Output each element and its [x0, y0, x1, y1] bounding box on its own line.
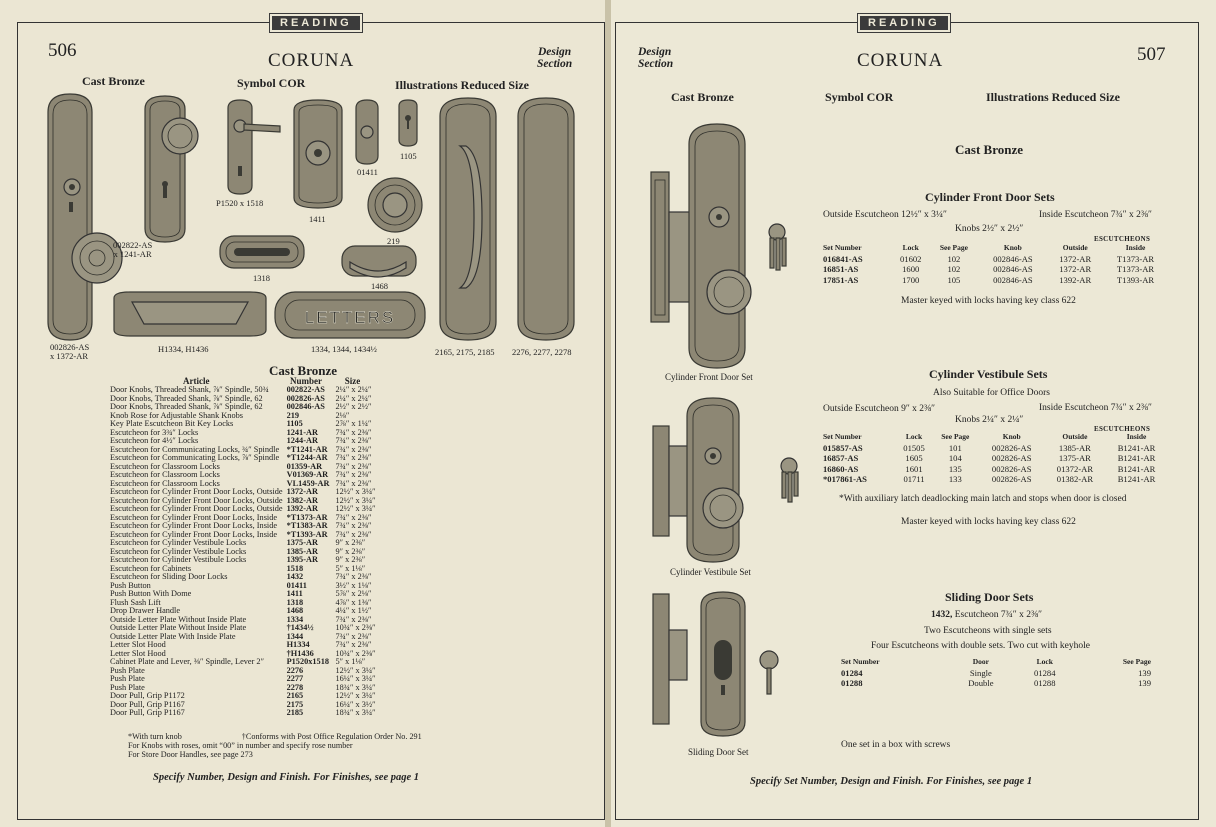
article-size: 7¾″ x 2⅜″: [335, 470, 372, 479]
article-number: H1334: [286, 640, 310, 649]
caption-2276: 2276, 2277, 2278: [512, 347, 572, 357]
page-number: 506: [48, 40, 77, 61]
article-size: 12½″ x 3¼″: [335, 665, 376, 675]
article-number: 1411: [286, 589, 303, 598]
article-size: 10¾″ x 2⅜″: [335, 648, 376, 658]
header-symbol: Symbol COR: [237, 76, 306, 90]
caption-1468: 1468: [371, 281, 388, 291]
article-number: *T1393-AR: [286, 529, 328, 539]
article-number: *T1383-AR: [286, 521, 328, 530]
sliding-sets-table: [841, 657, 1151, 689]
set-cell: 101: [948, 442, 962, 453]
design-section-label: Design Section: [638, 46, 674, 70]
article-name: Escutcheon for Cylinder Front Door Locks, Inside: [110, 529, 278, 539]
note-turn-knob: *With turn knob: [128, 732, 182, 741]
set-row: [823, 275, 1168, 286]
article-size: 2¼″ x 2¼″: [335, 385, 372, 394]
article-row: [110, 709, 376, 718]
front-inside-escutcheon: Inside Escutcheon 7¾″ x 2⅜″: [1039, 210, 1152, 220]
set-cell: 01505: [903, 442, 925, 453]
article-size: 7¾″ x 2⅜″: [335, 461, 372, 471]
set-col-header: Knob: [1003, 243, 1022, 252]
article-name: Escutcheon for Cylinder Front Door Locks, Outside: [110, 487, 283, 496]
article-name: Escutcheon for Sliding Door Locks: [110, 572, 228, 581]
design-section-label: Design Section: [537, 46, 573, 70]
set-cell: 01284: [841, 667, 863, 678]
article-number: 002822-AS: [286, 385, 325, 394]
article-name: Door Knobs, Threaded Shank, ⅞″ Spindle, 50¾: [110, 385, 269, 394]
front-door-set-illustration: [649, 122, 799, 372]
header-material: Cast Bronze: [82, 74, 145, 88]
article-name: Cabinet Plate and Lever, ⅜″ Spindle, Lever 2″: [110, 657, 265, 666]
article-number: 1375-AR: [286, 538, 318, 547]
note-roses: For Knobs with roses, omit “00” in number and specify rose number: [128, 741, 353, 750]
article-name: Letter Slot Hood: [110, 648, 166, 658]
set-col-header: See Page: [1122, 657, 1151, 666]
article-size: 7¾″ x 2⅜″: [335, 640, 372, 649]
article-size: 7¾″ x 2⅜″: [335, 444, 372, 454]
caption-002826: 002826-AS x 1372-AR: [50, 342, 90, 361]
page-title: CORUNA: [268, 50, 355, 71]
article-number: 2175: [286, 699, 304, 709]
header-illustrations: Illustrations Reduced Size: [986, 90, 1121, 104]
key-plate-illustration: [396, 98, 422, 148]
left-page: [0, 0, 605, 827]
article-name: Door Pull, Grip P1167: [110, 708, 185, 717]
article-size: 7¾″ x 2⅜″: [335, 453, 372, 462]
page-footer: Specify Set Number, Design and Finish. For Finishes, see page 1: [750, 776, 1033, 787]
sliding-escutcheon: 1432, Escutcheon 7¾″ x 2⅜″: [931, 610, 1043, 620]
set-col-header: See Page: [939, 243, 968, 252]
set-cell: T1373-AR: [1116, 253, 1155, 264]
article-number: 002826-AS: [286, 393, 325, 403]
article-size: 7¾″ x 2⅜″: [335, 614, 372, 624]
set-cell: 002846-AS: [993, 264, 1033, 274]
set-col-header: Set Number: [841, 657, 880, 666]
article-name: Escutcheon for Classroom Locks: [110, 461, 220, 471]
caption-1334: 1334, 1344, 1434½: [311, 344, 377, 354]
article-number: 01359-AR: [286, 461, 323, 471]
article-number: *T1373-AR: [286, 512, 328, 522]
set-cell: 16851-AS: [823, 264, 859, 274]
set-cell: 002826-AS: [991, 442, 1032, 453]
col-article: Article: [183, 376, 210, 386]
vestibule-sets-title: Cylinder Vestibule Sets: [929, 367, 1048, 381]
set-cell: 1372-AR: [1059, 264, 1092, 274]
set-row: [841, 678, 1151, 689]
article-size: 9″ x 2⅜″: [335, 538, 366, 547]
set-cell: B1241-AR: [1117, 463, 1156, 474]
set-cell: 002846-AS: [993, 274, 1033, 285]
sash-lift-illustration: [218, 234, 308, 272]
letters-text: LETTERS: [304, 308, 396, 327]
article-name: Door Pull, Grip P1172: [110, 691, 185, 700]
set-cell: Single: [969, 667, 992, 678]
set-cell: 002846-AS: [993, 253, 1033, 264]
page-title: CORUNA: [857, 50, 944, 71]
article-size: 9″ x 2⅜″: [335, 546, 366, 556]
note-store-door: For Store Door Handles, see page 273: [128, 750, 253, 759]
article-name: Outside Letter Plate With Inside Plate: [110, 631, 236, 641]
article-size: 7¾″ x 2⅜″: [335, 478, 372, 488]
long-escutcheon-illustration: [40, 92, 100, 342]
article-size: 5″ x 1⅛″: [335, 657, 366, 666]
set-cell: 17851-AS: [823, 274, 859, 285]
article-size: 7¾″ x 2⅜″: [335, 521, 372, 530]
front-outside-escutcheon: Outside Escutcheon 12½″ x 3¼″: [823, 210, 948, 220]
set-cell: 002826-AS: [991, 463, 1032, 474]
set-row: [841, 668, 1151, 679]
set-cell: 015857-AS: [823, 442, 863, 453]
article-number: †1434½: [286, 623, 314, 632]
set-cell: 01711: [903, 474, 925, 484]
set-cell: 1385-AR: [1058, 442, 1091, 453]
brand-banner: READING: [270, 14, 362, 32]
article-number: 1244-AR: [286, 436, 318, 445]
set-cell: 1605: [905, 453, 923, 463]
set-cell: Double: [968, 678, 994, 688]
header-symbol: Symbol COR: [825, 90, 894, 104]
article-number: 1518: [286, 563, 304, 573]
vestibule-master-keyed: Master keyed with locks having key class 622: [901, 517, 1076, 527]
set-col-header: Knob: [1002, 432, 1021, 441]
set-cell: 1392-AR: [1059, 274, 1092, 285]
page-number: 507: [1137, 44, 1166, 65]
article-name: Escutcheon for Communicating Locks, ⅞″ Spindle: [110, 453, 280, 462]
article-number: 002846-AS: [286, 402, 325, 411]
article-name: Escutcheon for Cylinder Vestibule Locks: [110, 538, 247, 547]
vestibule-outside-escutcheon: Outside Escutcheon 9″ x 2⅜″: [823, 404, 936, 414]
article-size: 5″ x 1⅛″: [335, 563, 366, 573]
letter-slot-hood-illustration: [110, 290, 270, 340]
set-cell: 133: [948, 474, 962, 484]
caption-1105: 1105: [400, 151, 417, 161]
sliding-set-illustration: [651, 590, 791, 740]
article-size: 5⅞″ x 2⅛″: [335, 589, 372, 598]
article-number: 1241-AR: [286, 427, 318, 437]
article-number: †H1436: [286, 648, 314, 658]
set-cell: B1241-AR: [1117, 474, 1156, 484]
article-name: Escutcheon for Cylinder Front Door Locks, Inside: [110, 512, 278, 522]
article-size: 9″ x 2⅜″: [335, 555, 366, 564]
article-name: Escutcheon for 4½″ Locks: [110, 436, 199, 445]
footnotes: [128, 732, 422, 759]
article-number: *T1241-AR: [286, 444, 328, 454]
vestibule-set-illustration: [651, 396, 801, 566]
set-col-header: Door: [972, 657, 989, 666]
article-size: 16¼″ x 3½″: [335, 699, 376, 709]
article-name: Escutcheon for Cabinets: [110, 563, 192, 573]
article-name: Key Plate Escutcheon Bit Key Locks: [110, 419, 234, 428]
article-name: Knob Rose for Adjustable Shank Knobs: [110, 410, 243, 420]
caption-p1520: P1520 x 1518: [216, 198, 264, 208]
set-cell: 01284: [1034, 667, 1056, 678]
sliding-sets-title: Sliding Door Sets: [945, 590, 1034, 604]
set-row: [823, 443, 1168, 454]
article-size: 18¾″ x 3¼″: [335, 708, 376, 717]
set-cell: 01288: [841, 678, 863, 688]
article-name: Escutcheon for 3¾″ Locks: [110, 427, 199, 437]
article-name: Letter Slot Hood: [110, 640, 166, 649]
set-col-header: Outside: [1062, 432, 1088, 441]
set-row: [823, 464, 1168, 475]
set-cell: 01372-AR: [1056, 463, 1094, 474]
set-col-header: Set Number: [823, 432, 862, 441]
article-number: 1468: [286, 606, 304, 615]
col-size: Size: [344, 376, 361, 386]
article-number: 01411: [286, 580, 307, 590]
article-name: Escutcheon for Cylinder Vestibule Locks: [110, 555, 247, 564]
article-name: Escutcheon for Classroom Locks: [110, 470, 220, 479]
set-cell: 16860-AS: [823, 463, 859, 474]
set-cell: B1241-AR: [1117, 442, 1156, 453]
vestibule-sets-table: [823, 432, 1168, 485]
set-cell: 135: [948, 463, 962, 474]
article-number: 1385-AR: [286, 546, 318, 556]
article-name: Door Pull, Grip P1167: [110, 699, 185, 709]
article-name: Escutcheon for Cylinder Vestibule Locks: [110, 546, 247, 556]
set-cell: 01382-AR: [1056, 474, 1094, 484]
set-col-header: Lock: [905, 432, 923, 441]
caption-219: 219: [387, 236, 400, 246]
door-pull-illustration: [434, 96, 504, 346]
article-name: Push Plate: [110, 674, 145, 683]
article-number: 1392-AR: [286, 504, 318, 513]
set-cell: 139: [1138, 678, 1151, 688]
article-name: Push Button With Dome: [110, 589, 192, 598]
article-size: 18¾″ x 3¼″: [335, 682, 376, 692]
set-row: [823, 453, 1168, 464]
set-cell: 105: [947, 274, 961, 285]
front-master-keyed: Master keyed with locks having key class 622: [901, 296, 1076, 306]
article-name: Door Knobs, Threaded Shank, ⅞″ Spindle, 62: [110, 402, 263, 411]
article-number: 2277: [286, 674, 304, 683]
set-row: [823, 264, 1168, 275]
article-name: Escutcheon for Classroom Locks: [110, 478, 220, 488]
article-number: 1395-AR: [286, 555, 318, 564]
article-number: VL1459-AR: [286, 478, 330, 488]
set-cell: B1241-AR: [1117, 453, 1156, 463]
caption-h1334: H1334, H1436: [158, 344, 209, 354]
article-size: 4¼″ x 1½″: [335, 606, 372, 615]
vestibule-footnote: *With auxiliary latch deadlocking main latch and stops when door is closed: [839, 494, 1127, 504]
article-name: Escutcheon for Cylinder Front Door Locks, Inside: [110, 521, 278, 530]
article-number: 2165: [286, 691, 304, 700]
article-size: 7¾″ x 2⅜″: [335, 529, 372, 539]
vestibule-escutcheons-header: ESCUTCHEONS: [1094, 425, 1151, 433]
section-title: Cast Bronze: [955, 142, 1024, 157]
article-size: 7¾″ x 2⅜″: [335, 427, 372, 437]
article-name: Drop Drawer Handle: [110, 606, 181, 615]
set-row: [823, 254, 1168, 265]
article-name: Push Plate: [110, 682, 145, 692]
article-number: 1318: [286, 597, 304, 607]
set-cell: 002826-AS: [991, 453, 1032, 463]
article-table: [110, 377, 376, 718]
escutcheon-knob-illustration: [140, 94, 200, 244]
article-number: V01369-AR: [286, 470, 329, 479]
push-plate-illustration: [512, 96, 582, 346]
set-col-header: Inside: [1125, 243, 1146, 252]
set-cell: 16857-AS: [823, 453, 859, 463]
set-cell: 002826-AS: [991, 474, 1032, 484]
article-size: 2¼″ x 2¼″: [335, 393, 372, 403]
set-cell: T1393-AR: [1116, 274, 1155, 285]
article-number: 219: [286, 410, 300, 420]
caption-002822: 002822-AS x 1241-AR: [113, 240, 153, 259]
label-front-door-set: Cylinder Front Door Set: [665, 372, 753, 382]
set-cell: 102: [947, 264, 961, 274]
set-cell: *017861-AS: [823, 474, 867, 484]
article-size: 2⅞″ x 1¼″: [335, 419, 372, 428]
article-number: 2185: [286, 708, 304, 717]
sliding-four-escutcheons: Four Escutcheons with double sets. Two cut with keyhole: [871, 641, 1090, 651]
sliding-two-escutcheons: Two Escutcheons with single sets: [924, 626, 1052, 636]
set-cell: 016841-AS: [823, 253, 863, 264]
article-name: Door Knobs, Threaded Shank, ⅞″ Spindle, 62: [110, 393, 263, 403]
push-button-illustration: [353, 98, 383, 168]
drawer-handle-illustration: [340, 244, 420, 280]
push-button-dome-illustration: [290, 98, 350, 213]
article-number: P1520x1518: [286, 657, 329, 666]
article-name: Flush Sash Lift: [110, 597, 161, 607]
vestibule-also: Also Suitable for Office Doors: [933, 388, 1050, 398]
set-cell: 139: [1138, 667, 1151, 678]
caption-1411: 1411: [309, 214, 326, 224]
article-size: 10¾″ x 2⅜″: [335, 623, 376, 632]
set-col-header: Set Number: [823, 243, 862, 252]
article-name: Push Button: [110, 580, 151, 590]
article-size: 4⅞″ x 1⅜″: [335, 597, 372, 607]
cabinet-plate-lever-illustration: [222, 98, 282, 198]
article-name: Escutcheon for Communicating Locks, ¾″ Spindle: [110, 444, 280, 454]
set-cell: 1600: [902, 264, 920, 274]
caption-1318: 1318: [253, 273, 270, 283]
set-col-header: Lock: [902, 243, 919, 252]
article-name: Outside Letter Plate Without Inside Plate: [110, 623, 247, 632]
header-illustrations: Illustrations Reduced Size: [395, 78, 530, 92]
header-material: Cast Bronze: [671, 90, 734, 104]
right-page: [611, 0, 1216, 827]
article-size: 7¾″ x 2⅜″: [335, 631, 372, 641]
article-name: Escutcheon for Cylinder Front Door Locks, Outside: [110, 495, 283, 505]
front-sets-table: [823, 243, 1168, 285]
knob-rose-illustration: [366, 176, 426, 236]
caption-2165: 2165, 2175, 2185: [435, 347, 495, 357]
article-size: 12½″ x 3¼″: [335, 487, 376, 496]
page-footer: Specify Number, Design and Finish. For Finishes, see page 1: [153, 772, 420, 783]
set-cell: 01602: [899, 253, 922, 264]
article-name: Escutcheon for Cylinder Front Door Locks, Outside: [110, 504, 283, 513]
article-size: 2½″ x 2½″: [335, 402, 372, 411]
article-size: 7¾″ x 2⅜″: [335, 572, 372, 581]
caption-01411: 01411: [357, 167, 378, 177]
set-cell: 102: [947, 253, 961, 264]
set-cell: 1700: [902, 274, 920, 285]
article-size: 16¼″ x 3¼″: [335, 674, 376, 683]
article-name: Push Plate: [110, 665, 145, 675]
article-number: 1334: [286, 614, 304, 624]
set-cell: 104: [948, 453, 962, 463]
set-row: [823, 474, 1168, 485]
article-number: *T1244-AR: [286, 453, 328, 462]
set-cell: 1375-AR: [1058, 453, 1091, 463]
set-col-header: Inside: [1126, 432, 1147, 441]
article-name: Outside Letter Plate Without Inside Plate: [110, 614, 247, 624]
set-col-header: Lock: [1036, 657, 1053, 666]
letter-plate-illustration: [273, 290, 428, 342]
article-number: 1344: [286, 631, 304, 641]
set-cell: T1373-AR: [1116, 264, 1155, 274]
set-col-header: See Page: [941, 432, 970, 441]
article-number: 1432: [286, 572, 304, 581]
brand-banner: READING: [858, 14, 950, 32]
article-size: 7¾″ x 2⅜″: [335, 436, 372, 445]
vestibule-inside-escutcheon: Inside Escutcheon 7¾″ x 2⅜″: [1039, 403, 1152, 413]
col-number: Number: [290, 376, 323, 386]
article-size: 12½″ x 3¼″: [335, 691, 376, 700]
article-number: 1105: [286, 419, 303, 428]
article-number: 2278: [286, 682, 304, 692]
note-post-office: †Conforms with Post Office Regulation Order No. 291: [241, 732, 422, 741]
label-sliding-set: Sliding Door Set: [688, 747, 749, 757]
article-number: 1372-AR: [286, 487, 318, 496]
vestibule-knobs: Knobs 2¼″ x 2¼″: [955, 415, 1024, 425]
article-size: 3½″ x 1⅛″: [335, 580, 372, 590]
table-title: Cast Bronze: [269, 363, 338, 378]
article-size: 2⅛″: [335, 410, 350, 420]
sliding-box-note: One set in a box with screws: [841, 740, 951, 750]
front-escutcheons-header: ESCUTCHEONS: [1094, 235, 1151, 243]
set-cell: 01288: [1034, 678, 1056, 688]
set-cell: 1372-AR: [1059, 253, 1092, 264]
set-col-header: Outside: [1062, 243, 1088, 252]
set-cell: 1601: [905, 463, 923, 474]
front-sets-title: Cylinder Front Door Sets: [925, 190, 1055, 204]
front-knobs: Knobs 2½″ x 2½″: [955, 224, 1024, 234]
label-vestibule-set: Cylinder Vestibule Set: [670, 567, 751, 577]
article-size: 12½″ x 3¼″: [335, 504, 376, 513]
article-number: 1382-AR: [286, 495, 318, 505]
article-number: 2276: [286, 665, 304, 675]
article-size: 7¾″ x 2⅜″: [335, 512, 372, 522]
article-size: 12½″ x 3¼″: [335, 495, 376, 505]
